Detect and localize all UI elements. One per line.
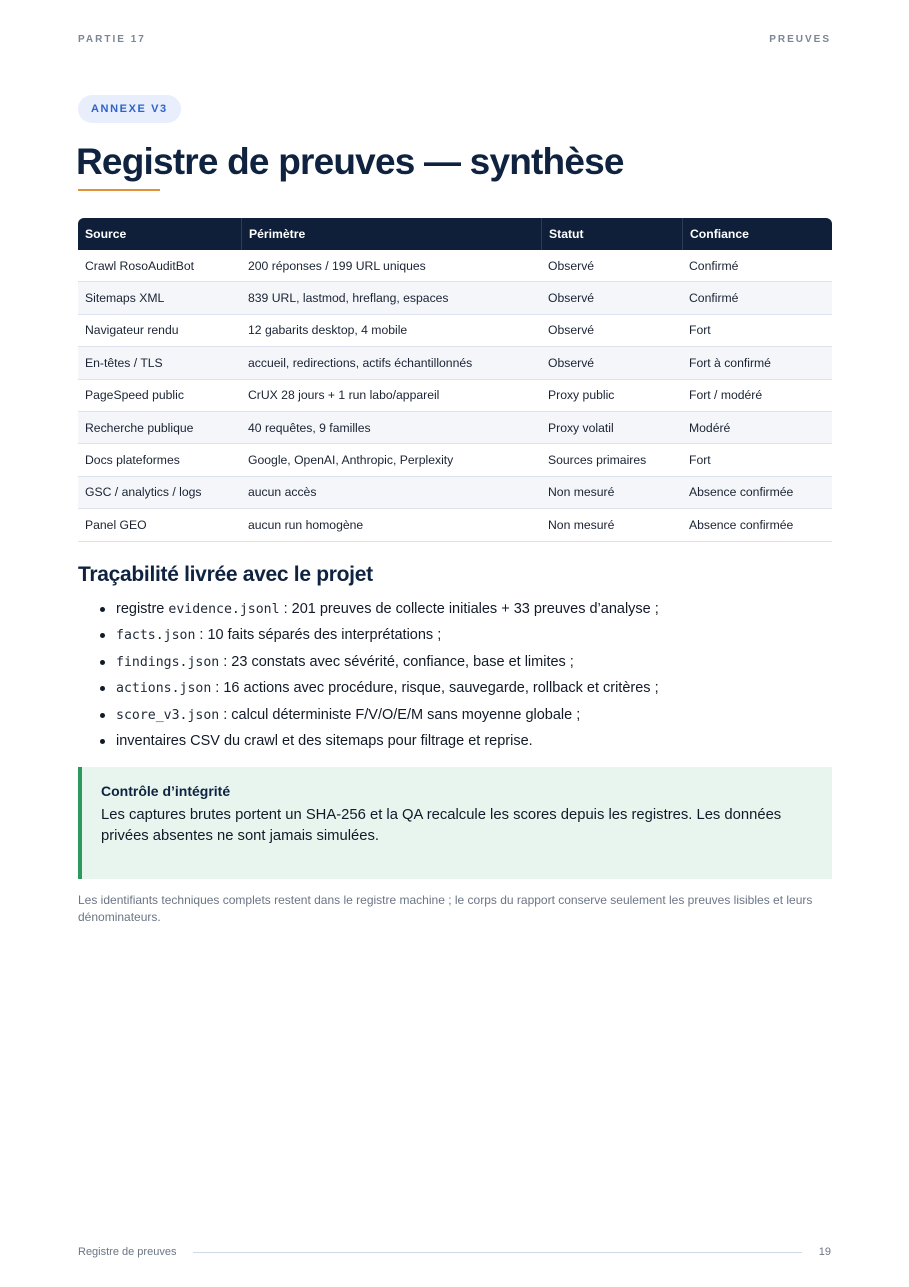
evidence-table [78, 218, 832, 542]
item-description: : 16 actions avec procédure, risque, sauvegarde, rollback et critères ; [211, 680, 659, 697]
list-item [100, 677, 830, 703]
item-text: inventaires CSV du crawl et des sitemaps pour filtrage et reprise. [116, 732, 533, 749]
page-title: Registre de preuves — synthèse [76, 141, 624, 182]
footer-rule [193, 1252, 801, 1253]
column-header-confidence: Confiance [682, 218, 832, 250]
cell-source: PageSpeed public [78, 380, 241, 412]
page-number: 19 [818, 1246, 831, 1258]
cell-source: Sitemaps XML [78, 282, 241, 314]
cell-confidence: Fort [682, 315, 832, 347]
callout-title: Contrôle d’intégrité [101, 783, 231, 799]
cell-status: Proxy public [541, 380, 682, 412]
file-name: facts.json [116, 628, 196, 644]
table-row [78, 347, 832, 379]
item-description: : calcul déterministe F/V/O/E/M sans moyenne globale ; [219, 706, 581, 723]
cell-scope: aucun accès [241, 477, 541, 509]
page-footer [78, 1244, 831, 1260]
cell-scope: 200 réponses / 199 URL uniques [241, 250, 541, 282]
running-head [78, 34, 831, 48]
footnote: Les identifiants techniques complets restent dans le registre machine ; le corps du rapport conserve seulement les preuves lisibles et leurs dénominateurs. [78, 893, 813, 924]
traceability-list [100, 598, 830, 756]
cell-status: Non mesuré [541, 477, 682, 509]
table-row [78, 477, 832, 509]
cell-scope: 839 URL, lastmod, hreflang, espaces [241, 282, 541, 314]
table-row [78, 250, 832, 282]
cell-source: En-têtes / TLS [78, 347, 241, 379]
cell-confidence: Confirmé [682, 250, 832, 282]
file-name: evidence.jsonl [168, 602, 280, 617]
table-row [78, 315, 832, 347]
cell-source: Docs plateformes [78, 444, 241, 476]
cell-confidence: Confirmé [682, 282, 832, 314]
cell-status: Observé [541, 347, 682, 379]
item-description: : 10 faits séparés des interprétations ; [195, 627, 442, 644]
cell-status: Proxy volatil [541, 412, 682, 444]
cell-status: Sources primaires [541, 444, 682, 476]
cell-status: Observé [541, 315, 682, 347]
cell-confidence: Fort [682, 444, 832, 476]
item-description: : 23 constats avec sévérité, confiance, base et limites ; [219, 653, 574, 670]
traceability-heading: Traçabilité livrée avec le projet [78, 563, 373, 586]
cell-source: Navigateur rendu [78, 315, 241, 347]
running-head-section: PARTIE 17 [78, 34, 146, 45]
table-row [78, 380, 832, 412]
callout-body: Les captures brutes portent un SHA-256 et la QA recalcule les scores depuis les registres. Les données privées absentes ne sont jamais simulées. [101, 807, 782, 844]
cell-scope: 40 requêtes, 9 familles [241, 412, 541, 444]
cell-scope: 12 gabarits desktop, 4 mobile [241, 315, 541, 347]
cell-scope: Google, OpenAI, Anthropic, Perplexity [241, 444, 541, 476]
table-row [78, 282, 832, 314]
cell-confidence: Fort / modéré [682, 380, 832, 412]
column-header-source: Source [78, 218, 241, 250]
cell-source: GSC / analytics / logs [78, 477, 241, 509]
cell-source: Panel GEO [78, 509, 241, 541]
title-underline [78, 189, 160, 191]
cell-confidence: Absence confirmée [682, 509, 832, 541]
list-item [100, 598, 830, 624]
cell-status: Observé [541, 250, 682, 282]
list-item [100, 651, 830, 677]
column-header-status: Statut [541, 218, 682, 250]
cell-scope: CrUX 28 jours + 1 run labo/appareil [241, 380, 541, 412]
column-header-scope: Périmètre [241, 218, 541, 250]
file-name: findings.json [116, 654, 220, 670]
file-name: actions.json [116, 681, 212, 697]
cell-status: Non mesuré [541, 509, 682, 541]
list-item [100, 704, 830, 730]
table-header-row [78, 218, 832, 250]
cell-confidence: Absence confirmée [682, 477, 832, 509]
running-head-chapter: PREUVES [769, 34, 831, 45]
cell-scope: accueil, redirections, actifs échantillonnés [241, 347, 541, 379]
table-row [78, 444, 832, 476]
cell-source: Crawl RosoAuditBot [78, 250, 241, 282]
table-row [78, 509, 832, 541]
item-description: : 201 preuves de collecte initiales + 33 preuves d’analyse ; [279, 601, 659, 617]
list-item [100, 624, 830, 650]
footer-label: Registre de preuves [78, 1246, 177, 1258]
cell-scope: aucun run homogène [241, 509, 541, 541]
list-item [100, 730, 830, 756]
cell-status: Observé [541, 282, 682, 314]
cell-confidence: Modéré [682, 412, 832, 444]
cell-confidence: Fort à confirmé [682, 347, 832, 379]
annex-badge: ANNEXE V3 [78, 95, 181, 123]
file-name: score_v3.json [116, 707, 220, 723]
item-text: registre [116, 601, 169, 617]
integrity-callout [78, 767, 832, 879]
table-row [78, 412, 832, 444]
cell-source: Recherche publique [78, 412, 241, 444]
